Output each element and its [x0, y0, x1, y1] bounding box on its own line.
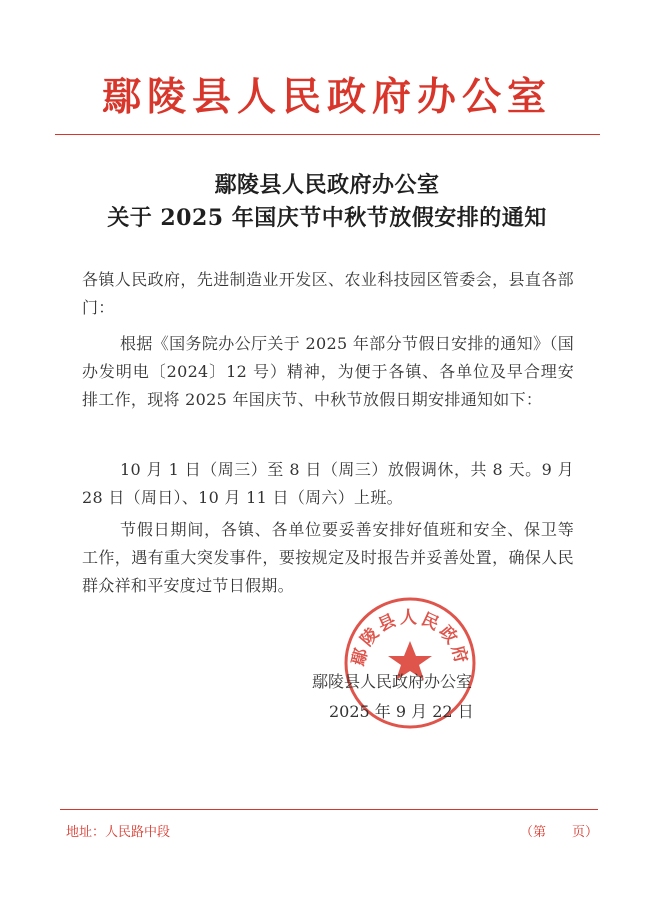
addressee: 各镇人民政府，先进制造业开发区、农业科技园区管委会，县直各部门： — [82, 270, 574, 317]
seal-text: 鄢陵县人民政府 — [348, 608, 472, 668]
footer-divider — [60, 809, 598, 810]
footer-address: 地址：人民路中段 — [66, 825, 171, 840]
paragraph-duty: 节假日期间，各镇、各单位要妥善安排好值班和安全、保卫等工作，遇有重大突发事件，要按规定及时报告并妥善处置，确保人民群众祥和平安度过节日假期。 — [82, 520, 574, 595]
signature-date: 2025 年 9 月 22 日 — [329, 702, 474, 721]
paragraph-basis: 根据《国务院办公厅关于 2025 年部分节假日安排的通知》（国办发明电〔2024〕12 号）精神，为便于各镇、各单位及早合理安排工作，现将 2025 年国庆节、中秋节放假日期安排通知如下： — [82, 334, 574, 409]
footer-page-number: （第 页） — [520, 825, 599, 840]
letterhead-divider — [55, 134, 600, 135]
signature-org: 鄢陵县人民政府办公室 — [312, 672, 473, 691]
letterhead-title: 鄢陵县人民政府办公室 — [101, 74, 552, 120]
document-title-line2: 关于 2025 年国庆节中秋节放假安排的通知 — [107, 205, 547, 231]
document-title-line1: 鄢陵县人民政府办公室 — [214, 172, 440, 198]
paragraph-schedule: 10 月 1 日（周三）至 8 日（周三）放假调休，共 8 天。9 月 28 日（周日）、10 月 11 日（周六）上班。 — [82, 460, 574, 507]
